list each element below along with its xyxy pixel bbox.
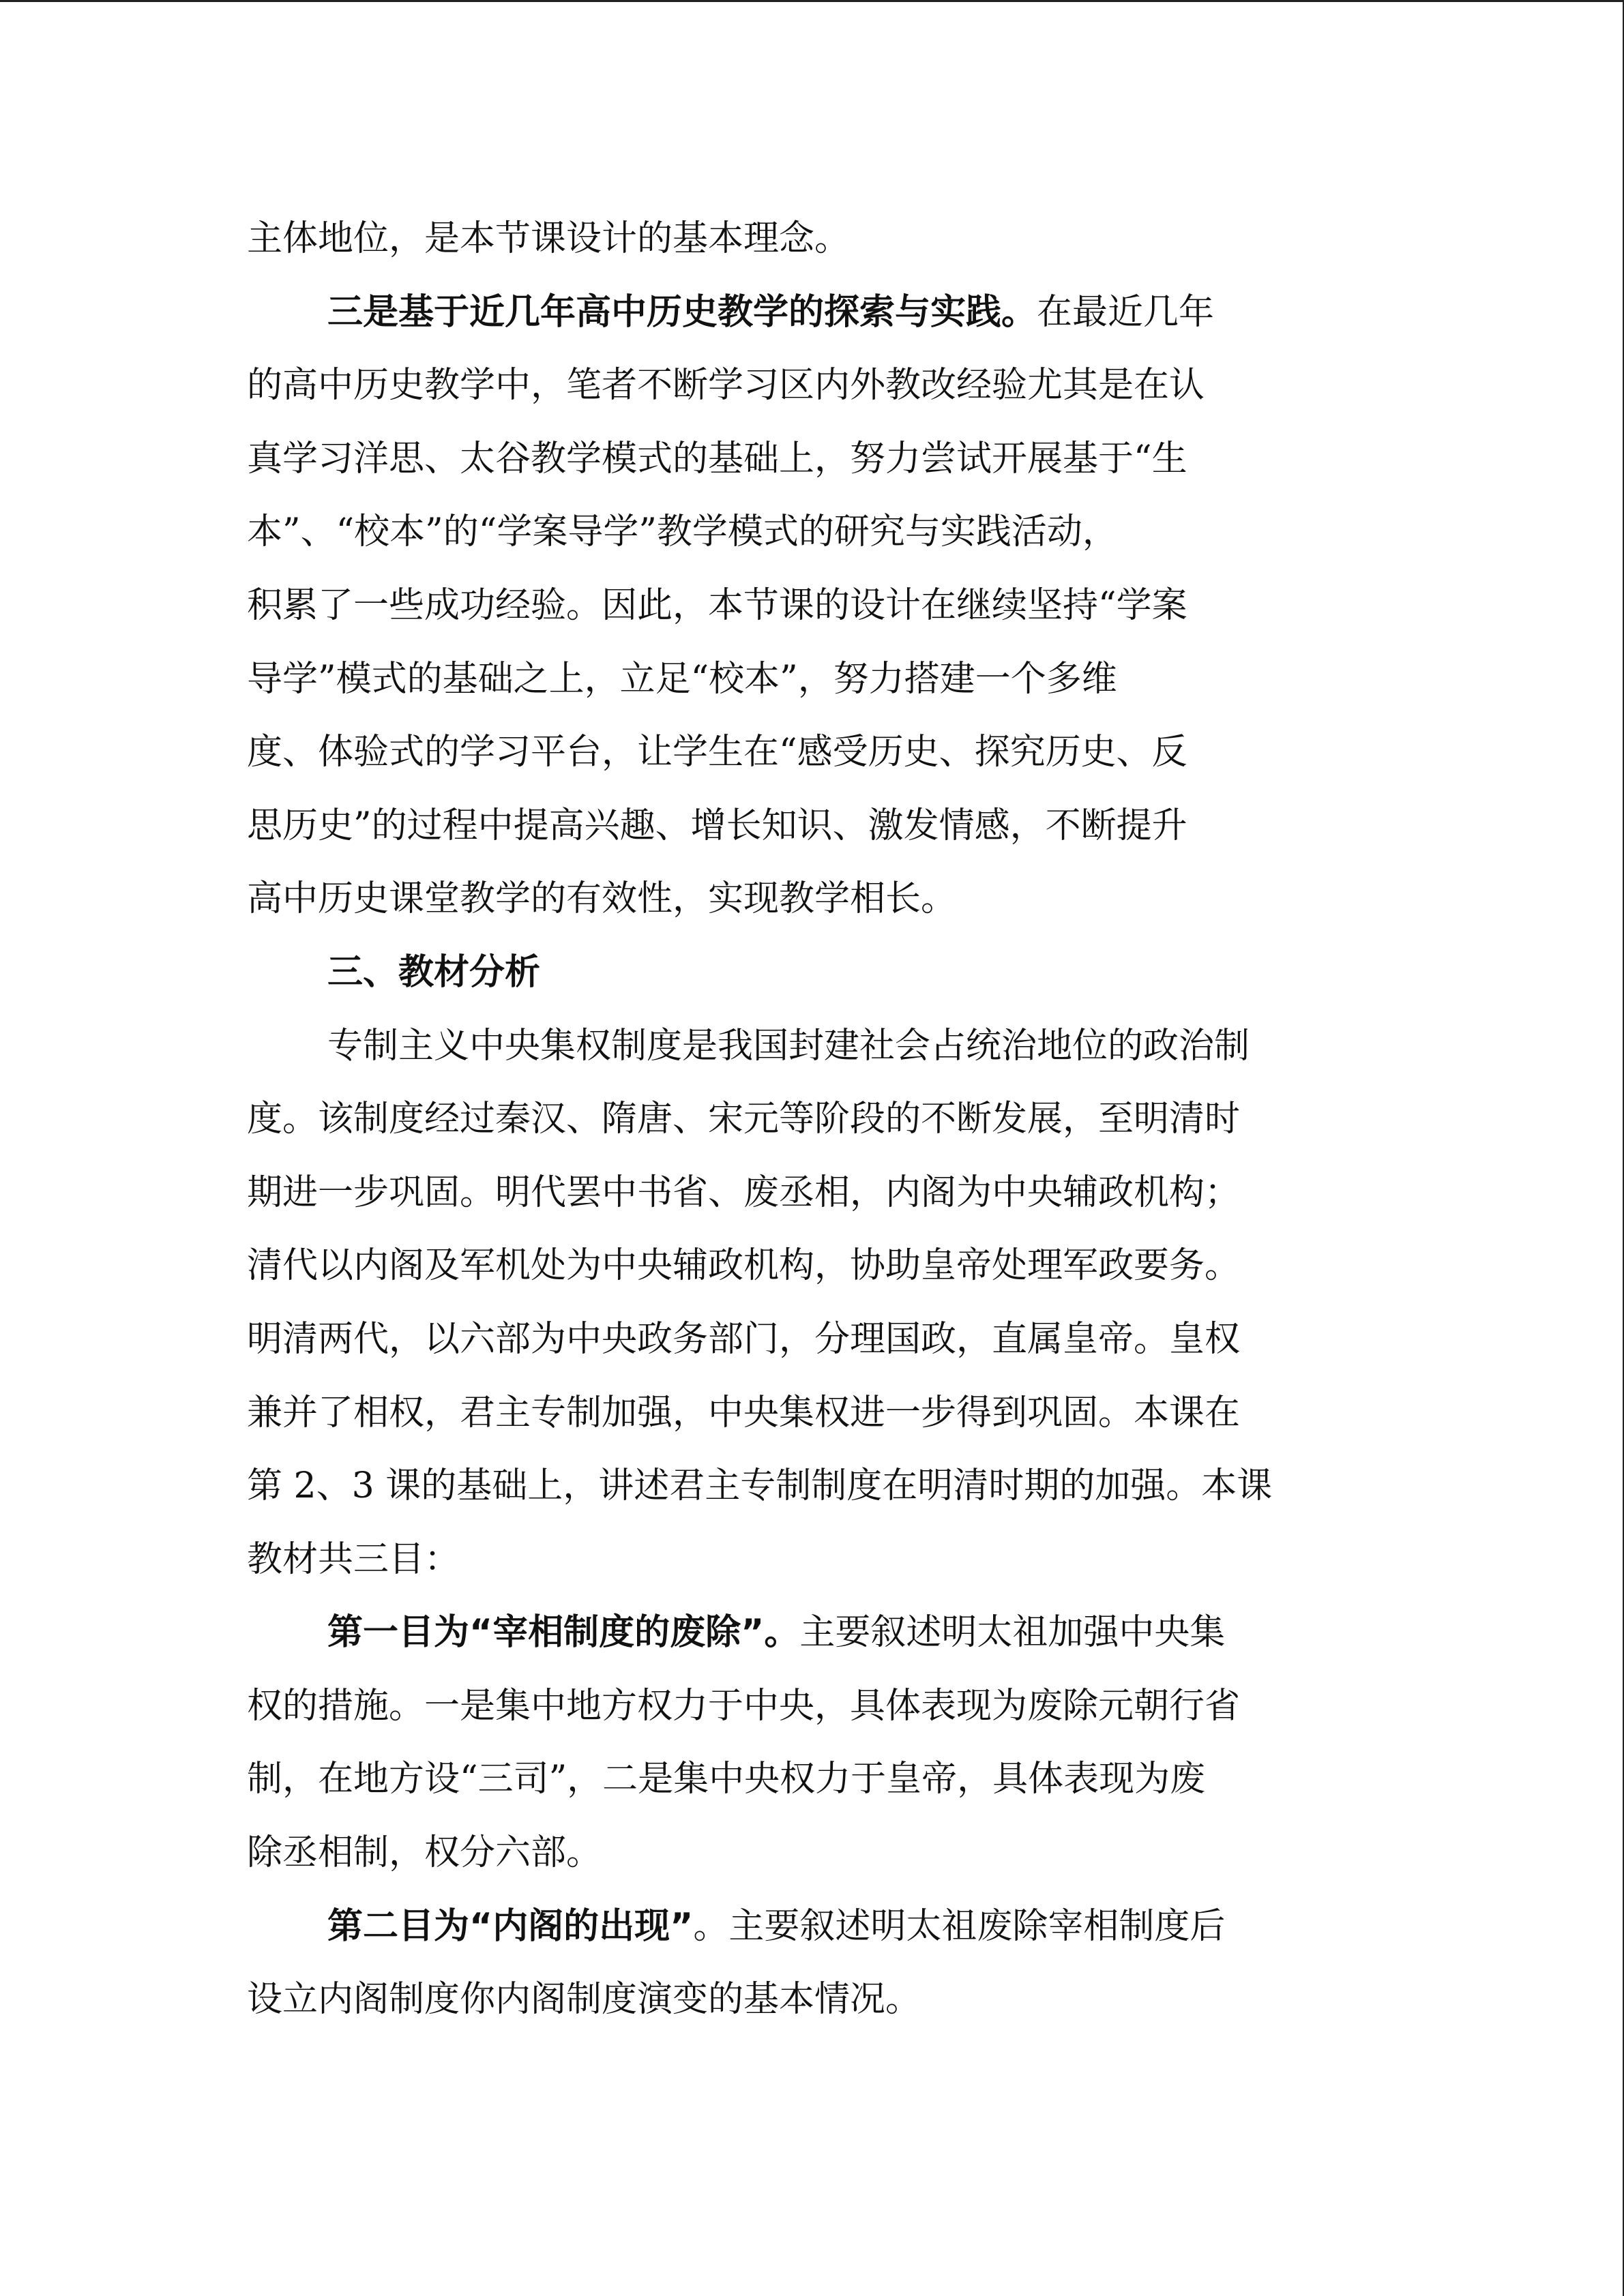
text-run: 权的措施。一是集中地方权力于中央，具体表现为废除元朝行省	[247, 1685, 1241, 1727]
bold-text-run: 三、教材分析	[327, 951, 541, 993]
text-run: 教材共三目：	[247, 1538, 460, 1580]
top-margin	[247, 0, 1379, 203]
text-line	[247, 1817, 1379, 1890]
text-run: 思历史”的过程中提高兴趣、增长知识、激发情感，不断提升	[247, 805, 1187, 846]
text-run: 导学”模式的基础之上，立足“校本”，努力搭建一个多维	[247, 658, 1117, 700]
text-line	[247, 203, 1379, 276]
text-run: 主体地位，是本节课设计的基本理念。	[247, 218, 851, 259]
text-run: 设立内阁制度你内阁制度演变的基本情况。	[247, 1979, 921, 2021]
bold-text-run: 第一目为“宰相制度的废除”。	[327, 1612, 800, 1654]
text-run: 期进一步巩固。明代罢中书省、废丞相，内阁为中央辅政机构；	[247, 1172, 1241, 1213]
text-line	[247, 496, 1379, 569]
text-line	[247, 423, 1379, 496]
text-run: 的高中历史教学中，笔者不断学习区内外教改经验尤其是在认	[247, 365, 1205, 406]
text-line	[247, 1377, 1379, 1450]
text-line	[247, 1010, 1379, 1084]
text-run: 第 2、3 课的基础上，讲述君主专制制度在明清时期的加强。本课	[247, 1465, 1273, 1507]
text-run: 主要叙述明太祖加强中央集	[799, 1612, 1226, 1654]
text-run: 高中历史课堂教学的有效性，实现教学相长。	[247, 878, 957, 920]
text-line	[247, 1157, 1379, 1230]
text-line	[247, 790, 1379, 863]
text-run: 度、体验式的学习平台，让学生在“感受历史、探究历史、反	[247, 732, 1187, 773]
text-run: 在最近几年	[1037, 291, 1215, 333]
text-line	[247, 1963, 1379, 2037]
text-run: 兼并了相权，君主专制加强，中央集权进一步得到巩固。本课在	[247, 1392, 1241, 1433]
text-line	[247, 716, 1379, 790]
text-line	[247, 1229, 1379, 1303]
text-line	[247, 1670, 1379, 1744]
text-run: 积累了一些成功经验。因此，本节课的设计在继续坚持“学案	[247, 584, 1187, 626]
text-line	[247, 1450, 1379, 1523]
text-line	[247, 1083, 1379, 1157]
text-line	[247, 863, 1379, 936]
text-run: 本”、“校本”的“学案导学”教学模式的研究与实践活动，	[247, 511, 1118, 553]
text-line	[247, 1743, 1379, 1817]
text-run: 度。该制度经过秦汉、隋唐、宋元等阶段的不断发展，至明清时	[247, 1099, 1241, 1140]
text-line	[247, 569, 1379, 643]
text-line	[247, 643, 1379, 717]
text-line	[247, 1890, 1379, 1964]
text-run: 专制主义中央集权制度是我国封建社会占统治地位的政治制	[327, 1025, 1250, 1067]
text-line	[247, 349, 1379, 423]
text-run: 。主要叙述明太祖废除宰相制度后	[693, 1905, 1226, 1947]
text-line	[247, 276, 1379, 350]
bold-text-run: 第二目为“内阁的出现”	[327, 1905, 694, 1947]
text-line	[247, 1596, 1379, 1670]
text-run: 除丞相制，权分六部。	[247, 1832, 602, 1874]
text-line	[247, 1523, 1379, 1597]
text-run: 清代以内阁及军机处为中央辅政机构，协助皇帝处理军政要务。	[247, 1245, 1241, 1287]
bold-text-run: 三是基于近几年高中历史教学的探索与实践。	[327, 291, 1037, 333]
text-run: 真学习洋思、太谷教学模式的基础上，努力尝试开展基于“生	[247, 438, 1187, 479]
document-body	[247, 0, 1379, 2037]
text-run: 明清两代，以六部为中央政务部门，分理国政，直属皇帝。皇权	[247, 1318, 1241, 1360]
text-line	[247, 1303, 1379, 1377]
text-line	[247, 936, 1379, 1010]
text-run: 制，在地方设“三司”，二是集中央权力于皇帝，具体表现为废	[247, 1759, 1206, 1800]
